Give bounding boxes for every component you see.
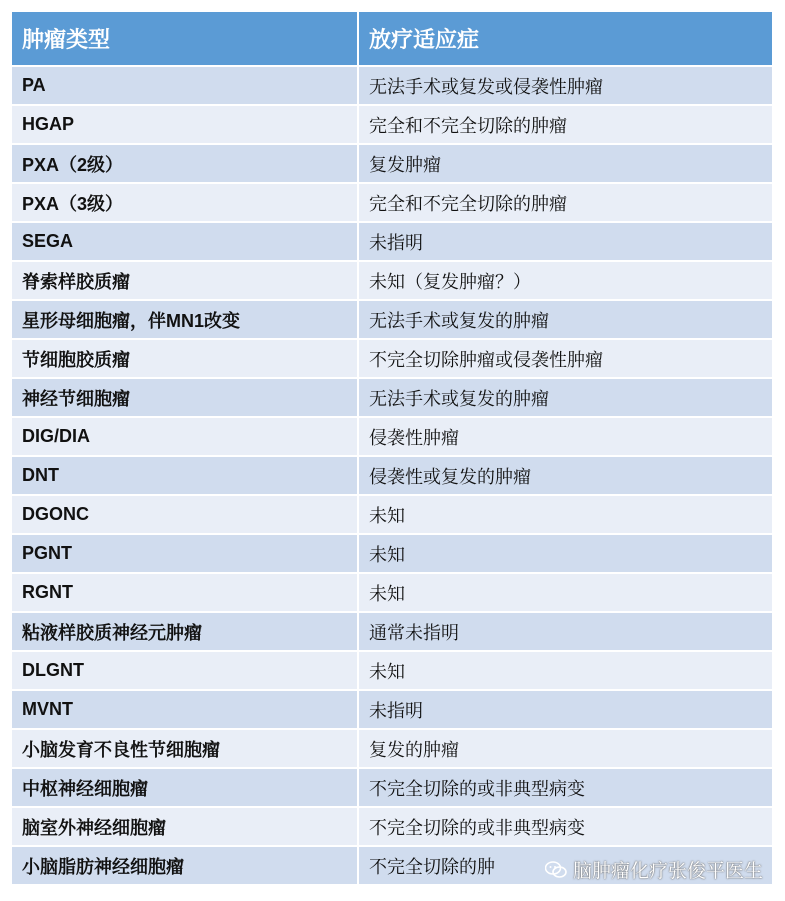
indication-cell: 侵袭性肿瘤 xyxy=(358,417,772,456)
table-row xyxy=(12,573,772,612)
tumor-type-cell: DIG/DIA xyxy=(12,417,358,456)
watermark xyxy=(545,856,763,883)
header-tumor-type: 肿瘤类型 xyxy=(12,12,358,66)
tumor-type-cell: MVNT xyxy=(12,690,358,729)
indication-cell: 未知 xyxy=(358,534,772,573)
tumor-type-cell: DNT xyxy=(12,456,358,495)
indication-cell: 侵袭性或复发的肿瘤 xyxy=(358,456,772,495)
indication-cell: 完全和不完全切除的肿瘤 xyxy=(358,105,772,144)
radiotherapy-indication-table xyxy=(12,12,772,884)
indication-cell: 未指明 xyxy=(358,690,772,729)
table-row xyxy=(12,339,772,378)
table-row xyxy=(12,261,772,300)
indication-cell: 未指明 xyxy=(358,222,772,261)
table-row xyxy=(12,417,772,456)
indication-cell: 不完全切除的肿 xyxy=(358,846,772,884)
indication-cell: 不完全切除的或非典型病变 xyxy=(358,807,772,846)
tumor-type-cell: SEGA xyxy=(12,222,358,261)
indication-cell: 复发的肿瘤 xyxy=(358,729,772,768)
table-row xyxy=(12,612,772,651)
indication-cell: 未知 xyxy=(358,495,772,534)
table-row xyxy=(12,534,772,573)
wechat-icon xyxy=(545,861,567,879)
table-row xyxy=(12,66,772,105)
indication-cell: 不完全切除肿瘤或侵袭性肿瘤 xyxy=(358,339,772,378)
tumor-type-cell: PGNT xyxy=(12,534,358,573)
tumor-type-cell: 小脑脂肪神经细胞瘤 xyxy=(12,846,358,884)
table-row xyxy=(12,378,772,417)
tumor-type-cell: DGONC xyxy=(12,495,358,534)
table-row xyxy=(12,144,772,183)
indication-cell: 无法手术或复发的肿瘤 xyxy=(358,378,772,417)
table-row xyxy=(12,105,772,144)
table-row xyxy=(12,300,772,339)
tumor-type-cell: HGAP xyxy=(12,105,358,144)
table-row xyxy=(12,495,772,534)
indication-cell: 未知（复发肿瘤？） xyxy=(358,261,772,300)
tumor-type-cell: PXA（3级） xyxy=(12,183,358,222)
tumor-type-cell: RGNT xyxy=(12,573,358,612)
table-row xyxy=(12,222,772,261)
tumor-type-cell: 脊索样胶质瘤 xyxy=(12,261,358,300)
table-row xyxy=(12,183,772,222)
indication-cell: 不完全切除的或非典型病变 xyxy=(358,768,772,807)
tumor-type-cell: DLGNT xyxy=(12,651,358,690)
indication-cell: 无法手术或复发的肿瘤 xyxy=(358,300,772,339)
table-body xyxy=(12,66,772,884)
tumor-type-cell: 中枢神经细胞瘤 xyxy=(12,768,358,807)
table-row xyxy=(12,768,772,807)
indication-cell: 复发肿瘤 xyxy=(358,144,772,183)
header-indication: 放疗适应症 xyxy=(358,12,772,66)
watermark-text: 脑肿瘤化疗张俊平医生 xyxy=(572,860,763,882)
tumor-type-cell: 脑室外神经细胞瘤 xyxy=(12,807,358,846)
table-row xyxy=(12,651,772,690)
table-header-row xyxy=(12,12,772,66)
tumor-type-cell: 神经节细胞瘤 xyxy=(12,378,358,417)
tumor-type-cell: PXA（2级） xyxy=(12,144,358,183)
indication-cell: 完全和不完全切除的肿瘤 xyxy=(358,183,772,222)
tumor-type-cell: 星形母细胞瘤，伴MN1改变 xyxy=(12,300,358,339)
tumor-type-cell: PA xyxy=(12,66,358,105)
table-row xyxy=(12,690,772,729)
indication-cell: 通常未指明 xyxy=(358,612,772,651)
indication-cell: 未知 xyxy=(358,573,772,612)
table-row xyxy=(12,729,772,768)
indication-cell: 无法手术或复发或侵袭性肿瘤 xyxy=(358,66,772,105)
tumor-type-cell: 粘液样胶质神经元肿瘤 xyxy=(12,612,358,651)
indication-cell: 未知 xyxy=(358,651,772,690)
tumor-type-cell: 小脑发育不良性节细胞瘤 xyxy=(12,729,358,768)
table-row xyxy=(12,807,772,846)
table-row xyxy=(12,456,772,495)
tumor-type-cell: 节细胞胶质瘤 xyxy=(12,339,358,378)
